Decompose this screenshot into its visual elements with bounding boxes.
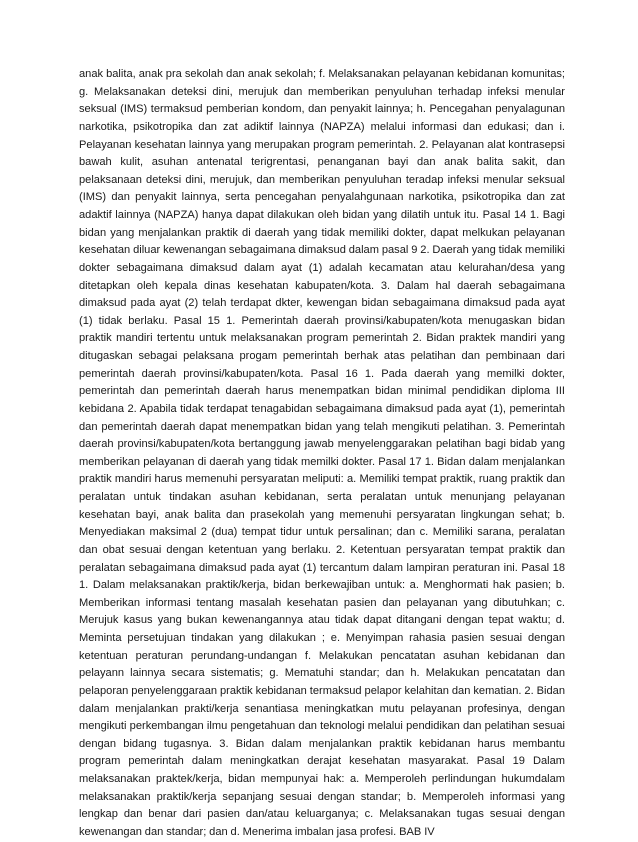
body-paragraph: anak balita, anak pra sekolah dan anak sekolah; f. Melaksanakan pelayanan kebidanan komunitas; g. Melaksanakan deteksi dini, merujuk dan memberikan penyuluhan terhadap infeksi menular seksual (IMS) termaksud pemberian kondom, dan penyakit lainnya; h. Pencegahan penyalagunan narkotika, psikotropika dan zat adiktif lainnya (NAPZA) melalui informasi dan edukasi; dan i. Pelayanan kesehatan lainnya yang merupakan program pemerintah. 2. Pelayanan alat kontrasepsi bawah kulit, asuhan antenatal terigrentasi, penanganan bayi dan anak balita sakit, dan pelaksanaan deteksi dini, merujuk, dan memberikan penyuluhan teradap infeksi menular seksual (IMS) dan penyakit lainnya, serta pencegahan penyalahgunaan narkotika, psikotropika dan zat adaktif lainnya (NAPZA) hanya dapat dilakukan oleh bidan yang dilatih untuk itu. Pasal 14 1. Bagi bidan yang menjalankan praktik di daerah yang tidak memiliki dokter, dapat melkukan pelayanan kesehatan diluar kewenangan sebagaimana dimaksud dalam pasal 9 2. Daerah yang tidak memiliki dokter sebagaimana dimaksud dalam ayat (1) adalah kecamatan atau kelurahan/desa yang ditetapkan oleh kepala dinas kesehatan kabupaten/kota. 3. Dalam hal daerah sebagaimana dimaksud pada ayat (2) telah terdapat dkter, kewengan bidan sebagaimana dimaksud pada ayat (1) tidak berlaku. Pasal 15 1. Pemerintah daerah provinsi/kabupaten/kota menugaskan bidan praktik mandiri tertentu untuk melaksanakan program pemerintah 2. Bidan praktek mandiri yang ditugaskan sebagai pelaksana progam pemerintah berhak atas pelatihan dan pembinaan dari pemerintah daerah provinsi/kabupaten/kota. Pasal 16 1. Pada daerah yang memilki dokter, pemerintah dan pemerintah daerah harus menempatkan bidan minimal pendidikan diploma III kebidana 2. Apabila tidak terdapat tenagabidan sebagaimana dimaksud pada ayat (1), pemerintah dan pemerintah daerah dapat menempatkan bidan yang telah mengikuti pelatihan. 3. Pemerintah daerah provinsi/kabupaten/kota bertanggung jawab menyelenggarakan pelatihan bagi bidab yang memberikan pelayanan di daerah yang tidak memilki dokter. Pasal 17 1. Bidan dalam menjalankan praktik mandiri harus memenuhi persyaratan meliputi: a. Memiliki tempat praktik, ruang praktik dan peralatan untuk tindakan asuhan kebidanan, serta peralatan untuk menunjang pelayanan kesehatan bayi, anak balita dan prasekolah yang memenuhi persyaratan lingkungan sehat; b. Menyediakan maksimal 2 (dua) tempat tidur untuk persalinan; dan c. Memiliki sarana, peralatan dan obat sesuai dengan ketentuan yang berlaku. 2. Ketentuan persyaratan tempat praktik dan peralatan sebagaimana dimaksud pada ayat (1) tercantum dalam lampiran peraturan ini. Pasal 18 1. Dalam melaksanakan praktik/kerja, bidan berkewajiban untuk: a. Menghormati hak pasien; b. Memberikan informasi tentang masalah kesehatan pasien dan pelayanan yang dibutuhkan; c. Merujuk kasus yang bukan kewenangannya atau tidak dapat ditangani dengan tepat waktu; d. Meminta persetujuan tindakan yang dilakukan ; e. Menyimpan rahasia pasien sesuai dengan ketentuan peraturan perundang-undangan f. Melakukan pencatatan asuhan kebidanan dan pelayann lainnya secara sistematis; g. Mematuhi standar; dan h. Melakukan pencatatan dan pelaporan penyelenggaraan praktik kebidanan termaksud pelapor kelahitan dan kematian. 2. Bidan dalam menjalankan prakti/kerja senantiasa meningkatkan mutu pelayanan profesinya, dengan mengikuti perkembangan ilmu pengetahuan dan teknologi melalui pendidikan dan pelatihan sesuai dengan bidang tugasnya. 3. Bidan dalam menjalankan praktik kebidanan harus membantu program pemerintah dalam meningkatkan derajat kesehatan masyarakat. Pasal 19 Dalam melaksanakan praktek/kerja, bidan mempunyai hak: a. Memperoleh perlindungan hukumdalam melaksanakan praktik/kerja sepanjang sesuai dengan standar; b. Memperoleh informasi yang lengkap dan benar dari pasien dan/atau keluarganya; c. Melaksanakan tugas sesuai dengan kewenangan dan standar; dan d. Menerima imbalan jasa profesi. BAB IV (79, 68, 566, 838)
